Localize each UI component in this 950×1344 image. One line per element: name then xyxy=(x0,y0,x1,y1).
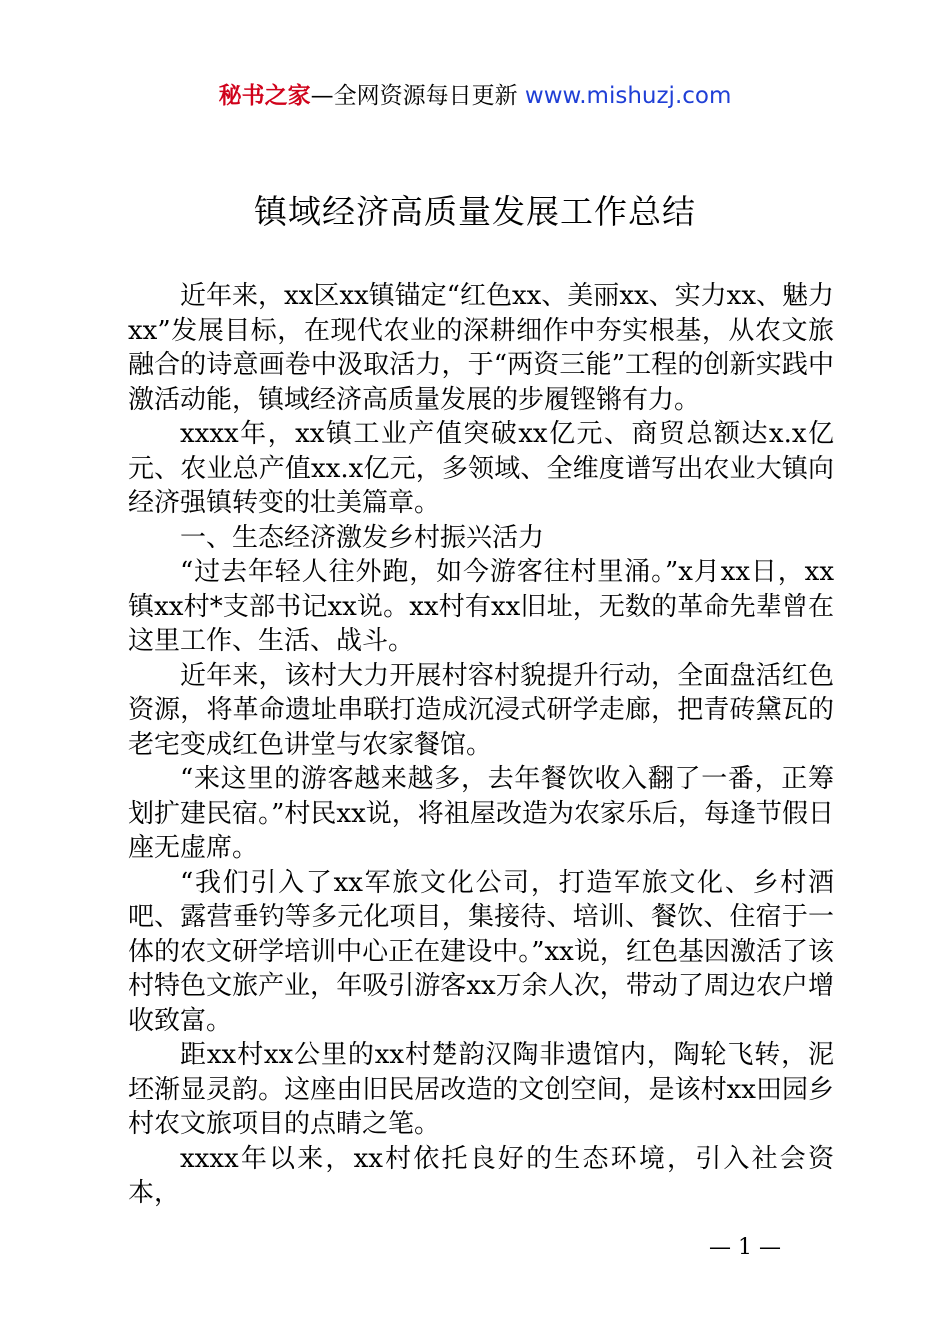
paragraph-1: 近年来，xx区xx镇锚定“红色xx、美丽xx、实力xx、魅力xx”发展目标，在现代农业的深耕细作中夯实根基，从农文旅融合的诗意画卷中汲取活力，于“两资三能”工程的创新实践中激活动能，镇域经济高质量发展的步履铿锵有力。 xyxy=(128,281,834,415)
site-header xyxy=(0,80,950,112)
paragraph-8: xxxx年以来，xx村依托良好的生态环境，引入社会资本， xyxy=(128,1143,834,1208)
page-number: — 1 — xyxy=(709,1235,781,1260)
site-url-link[interactable]: www.mishuzj.com xyxy=(524,83,732,109)
paragraph-3: “过去年轻人往外跑，如今游客往村里涌。”x月xx日，xx镇xx村*支部书记xx说。xx村有xx旧址，无数的革命先辈曾在这里工作、生活、战斗。 xyxy=(128,557,834,656)
paragraph-7: 距xx村xx公里的xx村楚韵汉陶非遗馆内，陶轮飞转，泥坯渐显灵韵。这座由旧民居改造的文创空间，是该村xx田园乡村农文旅项目的点睛之笔。 xyxy=(128,1040,834,1139)
section-heading: 一、生态经济激发乡村振兴活力 xyxy=(180,522,545,553)
paragraph-6: “我们引入了xx军旅文化公司，打造军旅文化、乡村酒吧、露营垂钓等多元化项目，集接待、培训、餐饮、住宿于一体的农文研学培训中心正在建设中。”xx说，红色基因激活了该村特色文旅产业，年吸引游客xx万余人次，带动了周边农户增收致富。 xyxy=(128,867,834,1036)
document-title: 镇域经济高质量发展工作总结 xyxy=(254,192,696,231)
paragraph-2: xxxx年，xx镇工业产值突破xx亿元、商贸总额达x.x亿元、农业总产值xx.x亿元，多领域、全维度谱写出农业大镇向经济强镇转变的壮美篇章。 xyxy=(128,419,834,518)
document-body xyxy=(128,279,834,1211)
site-tagline: —全网资源每日更新 xyxy=(310,83,525,109)
paragraph-5: “来这里的游客越来越多，去年餐饮收入翻了一番，正筹划扩建民宿。”村民xx说，将祖屋改造为农家乐后，每逢节假日座无虚席。 xyxy=(128,764,834,863)
paragraph-4: 近年来，该村大力开展村容村貌提升行动，全面盘活红色资源，将革命遗址串联打造成沉浸式研学走廊，把青砖黛瓦的老宅变成红色讲堂与农家餐馆。 xyxy=(128,660,834,760)
site-brand: 秘书之家 xyxy=(218,83,311,109)
